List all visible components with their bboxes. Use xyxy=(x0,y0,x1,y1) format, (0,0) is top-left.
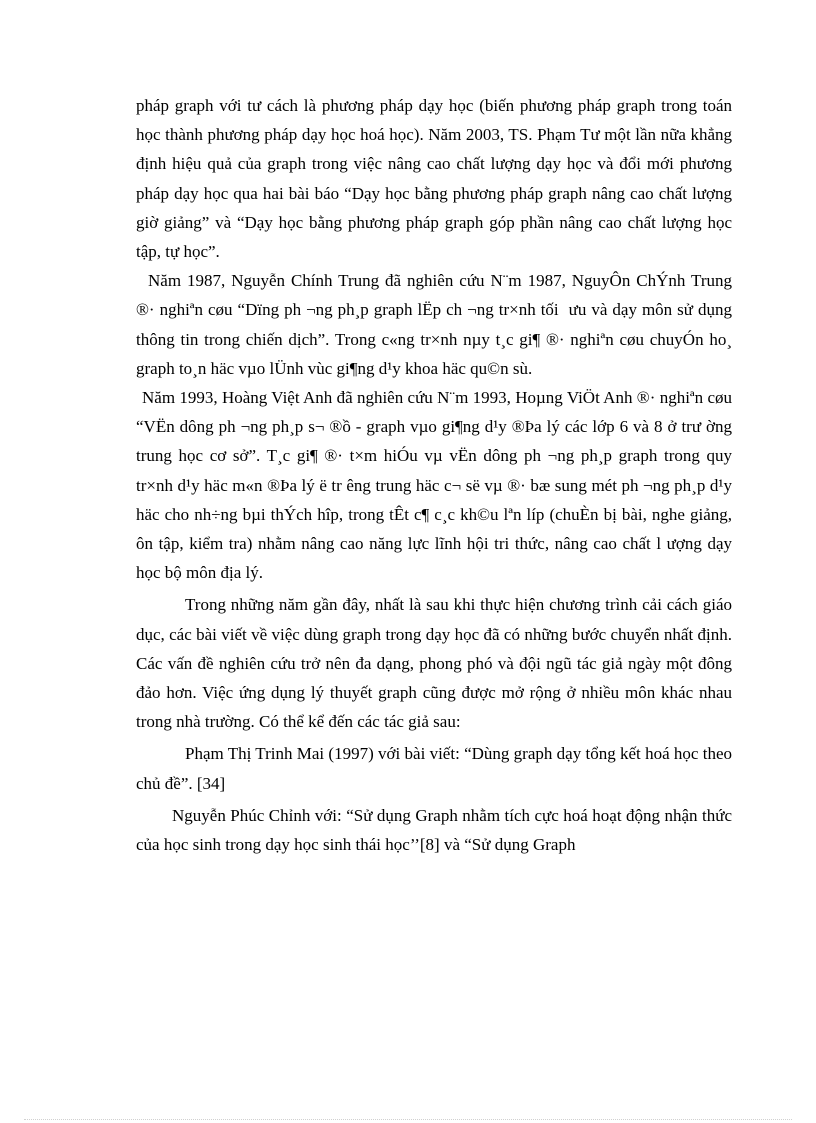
paragraph-graph-method-pham-tu: pháp graph với tư cách là phương pháp dạy học (biến phương pháp graph trong toán học thành phương pháp dạy học hoá học). Năm 2003, TS. Phạm Tư một lần nữa khẳng định hiệu quả của graph trong việc nâng cao chất lượng dạy học và đổi mới phương pháp dạy học qua hai bài báo “Dạy học bằng phương pháp graph nâng cao chất lượng giờ giảng” và “Dạy học bằng phương pháp graph góp phần nâng cao chất lượng học tập, tự học”. xyxy=(136,96,732,262)
document-body xyxy=(136,91,732,859)
paragraph-nguyen-phuc-chinh: Nguyễn Phúc Chỉnh với: “Sử dụng Graph nhằm tích cực hoá hoạt động nhận thức của học sinh trong dạy học sinh thái học’’[8] và “Sử dụng Graph xyxy=(136,805,732,855)
paragraph-pham-thi-trinh-mai: Phạm Thị Trinh Mai (1997) với bài viết: “Dùng graph dạy tổng kết hoá học theo chủ đề”. [34] xyxy=(136,744,732,793)
paragraph-recent-years: Trong những năm gần đây, nhất là sau khi thực hiện chương trình cải cách giáo dục, các bài viết về việc dùng graph trong dạy học đã có những bước chuyển nhất định. Các vấn đề nghiên cứu trở nên đa dạng, phong phó và đội ngũ tác giả ngày một đông đảo hơn. Việc ứng dụng lý thuyết graph cũng được mở rộng ở nhiều môn khác nhau trong nhà trường. Có thể kể đến các tác giả sau: xyxy=(136,595,732,732)
paragraph-nguyen-chinh-trung-1987: Năm 1987, Nguyễn Chính Trung đã nghiên cứu N¨m 1987, NguyÔn ChÝnh Trung ®· nghiªn cøu “Dïng ph ¬ng ph¸p graph lËp ch ¬ng tr×nh tối ưu và dạy môn sử dụng thông tin trong chiến dịch”. Trong c«ng tr×nh nµy t¸c gi¶ ®· nghiªn cøu chuyÓn ho¸ graph to¸n häc vµo lÜnh vùc gi¶ng d¹y khoa häc qu©n sù. xyxy=(136,271,732,378)
paragraph-hoang-viet-anh-1993: Năm 1993, Hoàng Việt Anh đã nghiên cứu N¨m 1993, Hoµng ViÖt Anh ®· nghiªn cøu “VËn dông ph ¬ng ph¸p s¬ ®ồ - graph vµo gi¶ng d¹y ®Þa lý các lớp 6 và 8 ở trư ờng trung học cơ sở”. T¸c gi¶ ®· t×m hiÓu vµ vËn dông ph ¬ng ph¸p graph trong quy tr×nh d¹y häc m«n ®Þa lý ë tr êng trung häc c¬ së vµ ®· bæ sung mét ph ¬ng ph¸p d¹y häc cho nh÷ng bµi thÝch hîp, trong tÊt c¶ c¸c kh©u lªn líp (chuÈn bị bài, nghe giảng, ôn tập, kiểm tra) nhằm nâng cao năng lực lĩnh hội tri thức, nâng cao chất l ượng dạy học bộ môn địa lý. xyxy=(136,388,732,583)
page-bottom-divider xyxy=(24,1119,792,1120)
